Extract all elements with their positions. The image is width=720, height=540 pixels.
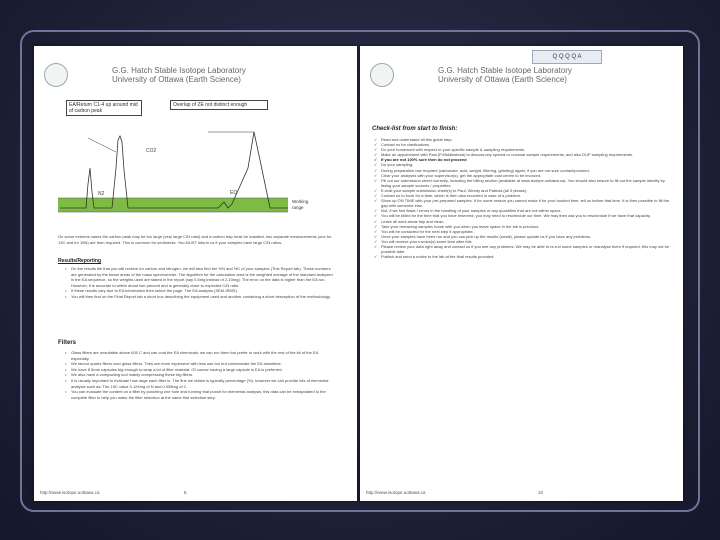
checklist-heading: Check-list from start to finish: [372,126,458,132]
results-list [64,266,336,300]
chromatogram-figure [58,98,320,226]
checklist-item: ✓ Take your remaining samples home with you when you leave space in the lab is precious. [372,224,672,229]
working-range-band [58,198,288,212]
checklist-item: ✓ Do your homework with respect to your specific sample & sampling requirements. [372,147,672,152]
checklist-item: ✓ Show up ON TIME with your pre-prepared samples. If for some reason you cannot make it for your booked time, tell us before that time. It is then possible to fill the gap with someone else. [372,198,672,208]
filters-heading: Filters [58,340,77,346]
lab-header [44,60,344,94]
checklist-item: ✓ Read and understand all this guide step. [372,137,672,142]
checklist [372,137,672,259]
list-item: • If these results vary due to EA information then select the page. The EA analysis (SEM-IRMS). [64,288,336,294]
document-page-right [360,46,683,501]
list-item: • It is usually important to evaluate how large each filter is. The fine we obtain is typically percentage (%), however we can provide lots of elemental analysis such as: The 15C value 0.124mg of N and 0.958mg of C. [64,378,336,389]
list-item: • You can evaluate the content on a filter by punching one hole and running that punch for elemental analysis; this data can be extrapolated to the complete filter to help you make the filter selection at the same first selection step. [64,389,336,400]
checklist-item: ✓ Make an appointment with Paul (P.Middlestead) to discuss any special or unusual sample requirements, and also DUP sampling requirements. [372,152,672,157]
checklist-item: ✓ Not, if we find flaws / errors in the handling of your samples or any quantities that are not within specs. [372,208,672,213]
list-item: • We favour quartz filters over glass filters. They are more expensive with less use too but contaminate the EA downtime. [64,361,336,367]
lab-logo-icon [370,63,394,87]
zoom-toolbar[interactable]: Q Q Q Q A [532,50,602,64]
lab-header [370,60,670,94]
list-item: • We have 8 5mm capsules big enough to wrap a lot of filter material. Of course having a large capsule is EA is preferred. [64,367,336,373]
checklist-item: ✓ If you are not 100% sure then do not proceed [372,157,672,162]
annotation-box-2: Overlap of ZE not distinct enough [170,100,268,110]
checklist-item: ✓ Once your samples have been run and you can pick up the results (email), please update us if you have any problems. [372,234,672,239]
label-n2: N2 [98,191,105,197]
lab-name: G.G. Hatch Stable Isotope Laboratory [112,66,246,75]
page-number: 10 [538,490,544,495]
lab-logo-icon [44,63,68,87]
filters-list [64,350,336,400]
list-item: • We also have a compacting tool mainly compressing these big filters. [64,372,336,378]
lab-dept: University of Ottawa (Earth Science) [112,75,241,84]
label-eq: EQ [230,190,238,196]
annotation-box-1: EA/Return C1-4 up around mid of carbon peak [66,100,142,116]
checklist-item: ✓ Leave all work areas tidy and clean. [372,219,672,224]
list-item: • On the results file that you will receive for carbon and nitrogen, we will also find the %N and %C of your samples (This Report tab). These numbers are generated by the beam areas of the mass spectrometer. The algorithm for the calculation area is the weighted average of the standard analyzed in the EA sequence, so the weights used are stated in the report (say 0.5mg instead of 2-10mg). The error on the data is higher than the EA run. However, it is accurate to within about two percent and is generally close to expected C/N ratio. [64,266,336,288]
checklist-item: ✓ Do your sampling. [372,162,672,167]
checklist-item: ✓ You will be billed for the time that you have reserved; you may need to reschedule our time. We may then ask you to reschedule if we have that capacity. [372,213,672,218]
footer-url: http://www.isotope.uottawa.ca [366,490,426,495]
checklist-item: ✓ Publish and send a notice to the lab at the final results provided. [372,254,672,259]
footer-url: http://www.isotope.uottawa.ca [40,490,100,495]
chromatogram-plot [58,98,320,226]
checklist-item: ✓ Fill out our submission sheet correctly, including the billing section (available at www.isotope.uottawa.ca). You should also ensure to fill out the sample identity by listing your sample sources / properties. [372,178,672,188]
checklist-item: ✓ E-mail your sample submission sheet(s) to Paul, Wendy and Patricia (all 3 please). [372,188,672,193]
checklist-item: ✓ You will receive your invoice(s) some time after this. [372,239,672,244]
checklist-item: ✓ You will be contacted for the next step if appropriate. [372,229,672,234]
checklist-item: ✓ During preparation use required (carbonate, acid, weight, filtering, grinding) again, if you are not sure contact/proceed. [372,168,672,173]
checklist-item: ✓ Contact us to book for a time, which is then also recorded in case of a problem. [372,193,672,198]
document-page-left [34,46,357,501]
page-number: 8 [184,490,187,495]
label-co2: CO2 [146,148,157,154]
list-item: • You will then find on the Final Report tab a short box describing the equipment used and another containing a short description of the methodology. [64,294,336,300]
results-heading: Results/Reporting [58,258,102,264]
working-range-label: Working range [290,198,318,212]
checklist-item: ✓ Clear your analyses with your supervisor(s), get the appropriate cost centre to be invoiced. [372,173,672,178]
list-item: • Glass filters are unsuitable above 600 C and can coat the EA chemicals; we can run them but prefer to work with the rest of the kit of the EA especially. [64,350,336,361]
lab-name: G.G. Hatch Stable Isotope Laboratory [438,66,572,75]
checklist-item: ✓ Contact us for clarifications. [372,142,672,147]
checklist-item: ✓ Please review your data right away and contact us if you see any problems. We may be able to re-run some samples or reanalyse them if required, this may not be possible later. [372,244,672,254]
lab-dept: University of Ottawa (Earth Science) [438,75,567,84]
intro-paragraph: On some extreme cases the carbon peak may be too large (very large C/N ratio) and a carbon trap must be installed, two separate measurements (one for 13C and for 15N) are then required. This is common for sediments. You MUST inform us if your samples have large C/N ratios. [58,234,332,245]
